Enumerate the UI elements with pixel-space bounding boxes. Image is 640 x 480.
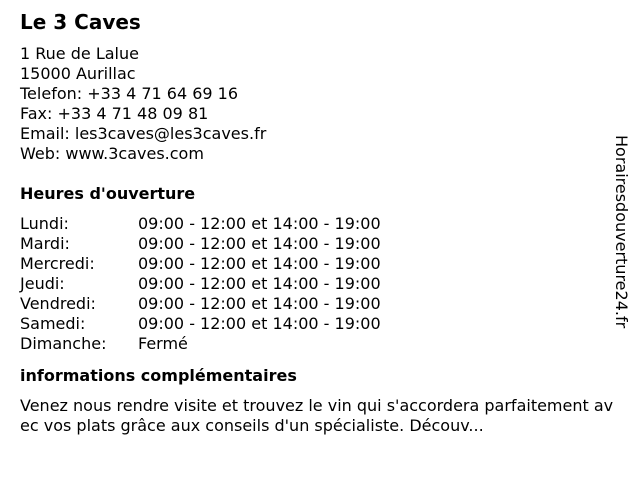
hours-row-monday (20, 214, 620, 234)
day-hours: 09:00 - 12:00 et 14:00 - 19:00 (138, 254, 381, 273)
day-hours: 09:00 - 12:00 et 14:00 - 19:00 (138, 314, 381, 333)
business-name: Le 3 Caves (20, 10, 141, 34)
hours-row-saturday (20, 314, 620, 334)
day-label: Lundi: (20, 214, 69, 233)
hours-row-wednesday (20, 254, 620, 274)
address-city: 15000 Aurillac (20, 64, 136, 83)
hours-row-thursday (20, 274, 620, 294)
day-label: Jeudi: (20, 274, 65, 293)
contact-block (20, 44, 620, 164)
hours-heading: Heures d'ouverture (20, 184, 196, 203)
day-hours: 09:00 - 12:00 et 14:00 - 19:00 (138, 294, 381, 313)
info-heading: informations complémentaires (20, 366, 297, 385)
phone-number[interactable]: Telefon: +33 4 71 64 69 16 (20, 84, 239, 103)
watermark-text: Horairesdouverture24.fr (612, 135, 631, 329)
day-hours: 09:00 - 12:00 et 14:00 - 19:00 (138, 214, 381, 233)
day-label: Dimanche: (20, 334, 107, 353)
day-label: Samedi: (20, 314, 86, 333)
hours-row-sunday (20, 334, 620, 354)
day-hours: 09:00 - 12:00 et 14:00 - 19:00 (138, 274, 381, 293)
website[interactable]: Web: www.3caves.com (20, 144, 204, 163)
day-label: Mercredi: (20, 254, 95, 273)
day-hours: 09:00 - 12:00 et 14:00 - 19:00 (138, 234, 381, 253)
day-label: Vendredi: (20, 294, 96, 313)
email-address[interactable]: Email: les3caves@les3caves.fr (20, 124, 267, 143)
business-card (20, 10, 620, 436)
day-hours: Fermé (138, 334, 188, 353)
day-label: Mardi: (20, 234, 70, 253)
address-street: 1 Rue de Lalue (20, 44, 139, 63)
hours-row-tuesday (20, 234, 620, 254)
info-description: Venez nous rendre visite et trouvez le vin qui s'accordera parfaitement avec vos plats grâce aux conseils d'un spécialiste. Découv... (20, 396, 614, 435)
hours-row-friday (20, 294, 620, 314)
hours-table (20, 214, 620, 354)
fax-number: Fax: +33 4 71 48 09 81 (20, 104, 209, 123)
